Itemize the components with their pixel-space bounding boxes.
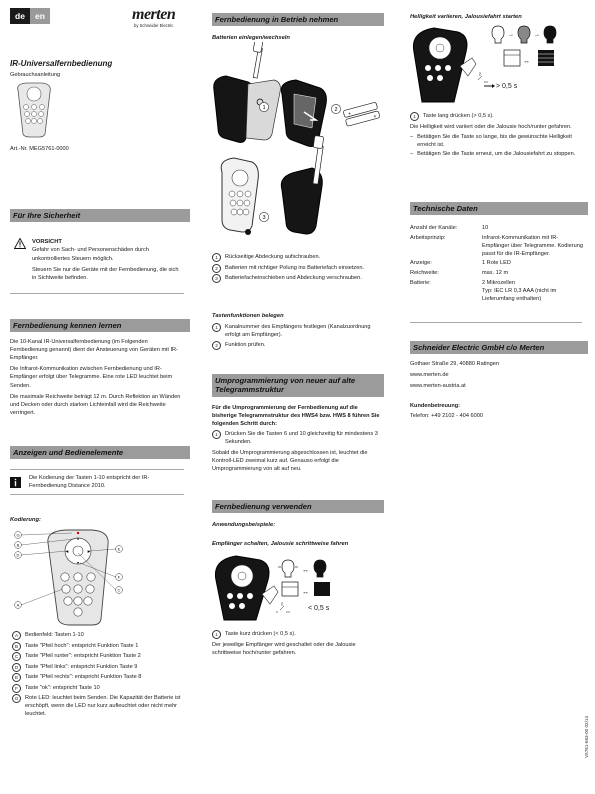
tech-row bbox=[410, 234, 584, 258]
warning-text-1: Gefahr von Sach- und Personenschäden durch unkontrolliertes Steuern möglich. bbox=[32, 247, 149, 262]
dim-step: 1 Taste lang drücken (> 0,5 s). bbox=[410, 112, 584, 121]
dim-dash-1: – Betätigen Sie die Taste so lange, bis die gewünschte Helligkeit erreicht ist. bbox=[410, 133, 584, 149]
remote-image-small bbox=[12, 80, 56, 138]
svg-text:F: F bbox=[117, 574, 121, 580]
doc-title: IR-Universalfernbedienung bbox=[10, 59, 113, 68]
warning-text-2: Steuern Sie nur die Geräte mit der Fernbedienung, die sich in Sichtweite befinden. bbox=[32, 266, 179, 281]
legend-text: Taste "ok": entspricht Taste 10 bbox=[25, 684, 100, 691]
legend-e bbox=[12, 673, 184, 682]
key-step-1: 1 Kanalnummer des Empfängers festlegen (Kanalzuordnung erfolgt am Empfänger). bbox=[212, 323, 380, 339]
know-text bbox=[10, 338, 182, 417]
svg-text:→: → bbox=[508, 32, 514, 38]
key-steps bbox=[212, 323, 380, 351]
tech-value: 2 Mikrozellen bbox=[482, 279, 515, 286]
use-step: 1 Taste kurz drücken (< 0,5 s). bbox=[212, 630, 380, 639]
use-example: Empfänger schalten, Jalousie schrittweise fahren bbox=[212, 541, 349, 547]
tech-row bbox=[410, 269, 584, 277]
legend-f bbox=[12, 684, 184, 693]
step-text: Kanalnummer des Empfängers festlegen (Kanalzuordnung erfolgt am Empfänger). bbox=[225, 324, 371, 339]
reprogram-text bbox=[212, 404, 382, 473]
battery-step-2: 2 Batterien mit richtiger Polung ins Batteriefach einsetzen. bbox=[212, 264, 380, 273]
divider bbox=[410, 322, 582, 323]
battery-illustration bbox=[212, 42, 384, 248]
company-info bbox=[410, 360, 584, 421]
svg-text:E: E bbox=[117, 546, 121, 552]
legend-text: Rote LED: leuchtet beim Senden. Die Kapazität der Batterie ist erschöpft, wenn die LED nur kurz aufleuchtet oder nicht mehr leuchtet. bbox=[25, 695, 181, 718]
svg-text:↔: ↔ bbox=[523, 58, 530, 65]
legend-key: F bbox=[12, 684, 21, 693]
svg-text:2: 2 bbox=[334, 107, 338, 113]
tech-key: Reichweite: bbox=[410, 270, 439, 277]
svg-text:+: + bbox=[372, 113, 378, 121]
use-subheading: Anwendungsbeispiele: bbox=[212, 522, 276, 528]
step-text: Funktion prüfen. bbox=[225, 341, 266, 348]
tech-value: 1 Rote LED bbox=[482, 260, 511, 267]
reprogram-bold: Für die Umprogrammierung der Fernbedienung auf die bisherige Telegrammstruktur des HWS4 bzw. HWS 8 führen Sie folgenden Schritt durch: bbox=[212, 405, 380, 428]
dim-dash-2: – Betätigen Sie die Taste erneut, um die Jalousiefahrt zu stoppen. bbox=[410, 150, 576, 157]
heading-know: Fernbedienung kennen lernen bbox=[10, 319, 190, 332]
svg-text:G: G bbox=[16, 532, 20, 538]
step-text: Taste kurz drücken (< 0,5 s). bbox=[225, 631, 296, 637]
know-p2: Die Infrarot-Kommunikation zwischen Fernbedienung und IR-Empfänger erfolgt über Telegramme. Eine rote LED leuchtet beim Senden. bbox=[10, 366, 173, 389]
svg-text:▼: ▼ bbox=[76, 561, 80, 565]
legend-key: E bbox=[12, 673, 21, 682]
warning-label: VORSICHT bbox=[32, 239, 62, 245]
warning-icon bbox=[14, 238, 26, 249]
tech-key: Batterie: bbox=[410, 279, 431, 286]
info-icon bbox=[10, 477, 21, 488]
svg-text:↔: ↔ bbox=[302, 567, 309, 574]
reprogram-after: Sobald die Umprogrammierung abgeschlossen ist, leuchtet die Kontroll-LED zweimal kurz auf. Genauso erfolgt die Umprogrammierung von alt auf neu. bbox=[212, 449, 368, 472]
language-switch bbox=[10, 8, 50, 24]
tech-table bbox=[410, 224, 584, 304]
battery-subheading: Batterien einlegen/wechseln bbox=[212, 35, 290, 41]
battery-step-3: 3 Batteriefacheinschieben und Abdeckung verschrauben. bbox=[212, 274, 380, 283]
legend-key: G bbox=[12, 694, 21, 703]
support-label: Kundenbetreuung: bbox=[410, 403, 461, 410]
heading-reprogram: Umprogrammierung von neuer auf alte Telegrammstruktur bbox=[212, 374, 384, 397]
step-text: Drücken Sie die Tasten 6 und 10 gleichzeitig für mindestens 3 Sekunden. bbox=[225, 431, 378, 446]
key-subheading: Tastenfunktionen belegen bbox=[212, 313, 284, 319]
svg-text:▶: ▶ bbox=[87, 549, 91, 554]
legend-text: Taste "Pfeil hoch": entspricht Funktion Taste 1 bbox=[25, 642, 139, 649]
lang-de[interactable]: de bbox=[10, 8, 30, 24]
heading-safety: Für Ihre Sicherheit bbox=[10, 209, 190, 222]
dim-after: Die Helligkeit wird variiert oder die Jalousie hoch/runter gefahren. bbox=[410, 123, 572, 130]
short-press-illustration bbox=[212, 550, 372, 622]
legend-text: Bedienfeld: Tasten 1-10 bbox=[25, 632, 84, 638]
support-phone: Telefon: +49 2102 - 404 6000 bbox=[410, 413, 483, 420]
svg-text:+: + bbox=[347, 111, 352, 118]
heading-company: Schneider Electric GmbH c/o Merten bbox=[410, 341, 588, 354]
legend-key: A bbox=[12, 631, 21, 640]
tech-value: 10 bbox=[482, 225, 489, 231]
legend-g bbox=[12, 694, 184, 718]
legend-d bbox=[12, 663, 184, 672]
heading-commission: Fernbedienung in Betrieb nehmen bbox=[212, 13, 384, 26]
tech-row bbox=[410, 224, 584, 232]
tech-key: Anzahl der Kanäle: bbox=[410, 225, 458, 231]
battery-step-1: 1 Rückseitige Abdeckung aufschrauben. bbox=[212, 253, 380, 262]
company-web-de[interactable]: www.merten.de bbox=[410, 372, 449, 379]
logo-brand: merten bbox=[132, 6, 176, 23]
heading-display: Anzeigen und Bedienelemente bbox=[10, 446, 190, 459]
use-text bbox=[212, 630, 380, 657]
article-number: Art.-Nr. MEG5761-0000 bbox=[10, 146, 69, 152]
dim-text bbox=[410, 112, 584, 159]
remote-coding-diagram bbox=[10, 527, 140, 627]
tech-row bbox=[410, 279, 584, 287]
legend-a bbox=[12, 631, 184, 640]
legend-c bbox=[12, 652, 184, 661]
divider bbox=[10, 293, 184, 294]
svg-text:C: C bbox=[117, 587, 121, 593]
tech-key bbox=[410, 287, 482, 303]
lang-en[interactable]: en bbox=[30, 8, 50, 24]
svg-text:D: D bbox=[16, 552, 20, 558]
svg-text:◀: ◀ bbox=[65, 549, 69, 554]
key-step-2: 2 Funktion prüfen. bbox=[212, 341, 380, 350]
svg-text:B: B bbox=[16, 542, 20, 548]
legend-b bbox=[12, 642, 184, 651]
legend-text: Taste "Pfeil runter": entspricht Funktion Taste 2 bbox=[25, 653, 141, 659]
svg-text:1: 1 bbox=[262, 105, 266, 111]
step-text: Batterien mit richtiger Polung ins Batteriefach einsetzen. bbox=[225, 264, 364, 271]
tech-value: Typ: IEC LR 0,3 AAA (nicht im Lieferumfang enthalten) bbox=[482, 287, 557, 302]
svg-text:↔: ↔ bbox=[302, 589, 309, 596]
legend-key: C bbox=[12, 652, 21, 661]
tech-key: Anzeige: bbox=[410, 260, 432, 267]
legend-key: D bbox=[12, 663, 21, 672]
warning-block bbox=[14, 238, 184, 282]
info-text: Die Kodierung der Tasten 1-10 entspricht der IR-Fernbedienung Distance 2010. bbox=[29, 475, 150, 490]
use-after: Der jeweilige Empfänger wird geschaltet oder die Jalousie schrittweise hoch/runter gefahren. bbox=[212, 641, 356, 656]
battery-steps bbox=[212, 253, 380, 285]
dim-subheading: Helligkeit variieren, Jalousiefahrt starten bbox=[410, 14, 522, 20]
legend-text: Taste "Pfeil links": entspricht Funktion Taste 9 bbox=[25, 663, 138, 670]
short-press-time: < 0,5 s bbox=[308, 605, 330, 612]
dash-text: Betätigen Sie die Taste erneut, um die Jalousiefahrt zu stoppen. bbox=[417, 150, 576, 157]
heading-use: Fernbedienung verwenden bbox=[212, 500, 384, 513]
heading-tech: Technische Daten bbox=[410, 202, 588, 215]
dash-text: Betätigen Sie die Taste so lange, bis die gewünschte Helligkeit erreicht ist. bbox=[417, 133, 572, 148]
step-text: Rückseitige Abdeckung aufschrauben. bbox=[225, 254, 321, 260]
know-p1: Die 10-Kanal IR-Universalfernbedienung (im Folgenden Fernbedienung genannt) dient der Ansteuerung von Geräten mit IR-Empfänger. bbox=[10, 339, 178, 362]
tech-value: Infrarot-Kommunikation mit IR-Empfänger über Telegramme. Kodierung passt für die IR-Empfänger. bbox=[482, 234, 583, 257]
logo-sub: by Schneider Electric bbox=[134, 23, 174, 28]
tech-row bbox=[410, 287, 584, 303]
tech-row bbox=[410, 259, 584, 267]
know-p3: Die maximale Reichweite beträgt 12 m. Durch Reflektion an Wänden und Decken oder durch starken Lichteinfall wird die Reichweite verringert. bbox=[10, 393, 181, 416]
tech-value: max. 12 m bbox=[482, 270, 509, 277]
tech-key: Arbeitsprinzip: bbox=[410, 234, 446, 241]
step-text: Batteriefacheinschieben und Abdeckung verschrauben. bbox=[225, 275, 362, 281]
coding-legend bbox=[12, 631, 184, 720]
merten-logo bbox=[132, 7, 175, 29]
reprogram-step: 1 Drücken Sie die Tasten 6 und 10 gleichzeitig für mindestens 3 Sekunden. bbox=[212, 430, 382, 446]
svg-text:A: A bbox=[16, 602, 20, 608]
company-web-at[interactable]: www.merten-austria.at bbox=[410, 383, 466, 390]
legend-text: Taste "Pfeil rechts": entspricht Funktion Taste 8 bbox=[25, 674, 142, 680]
info-box bbox=[10, 469, 184, 495]
document-code: V5761-563-00 02/14 bbox=[584, 716, 590, 758]
svg-text:→: → bbox=[534, 32, 540, 38]
kodierung-label: Kodierung: bbox=[10, 517, 41, 523]
legend-key: B bbox=[12, 642, 21, 651]
svg-text:▲: ▲ bbox=[76, 536, 80, 541]
long-press-time: > 0,5 s bbox=[496, 83, 518, 90]
svg-text:3: 3 bbox=[262, 215, 266, 221]
long-press-illustration bbox=[410, 22, 580, 104]
doc-subtitle: Gebrauchsanleitung bbox=[10, 72, 61, 78]
step-text: Taste lang drücken (> 0,5 s). bbox=[423, 113, 494, 119]
company-address: Gothaer Straße 29, 40880 Ratingen bbox=[410, 361, 499, 367]
